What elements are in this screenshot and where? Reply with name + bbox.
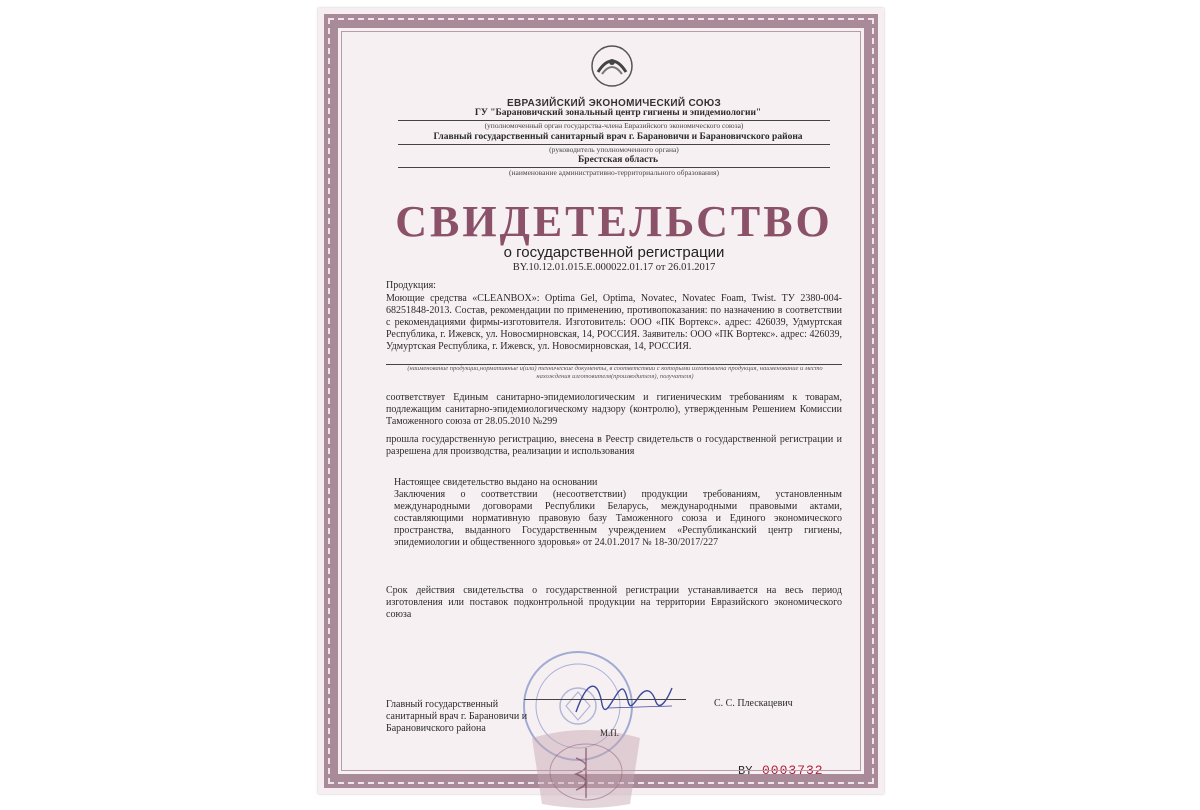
ornamental-frame [324,14,878,788]
serial-prefix: BY [738,764,753,778]
head-caption: (руководитель уполномоченного органа) [549,145,679,154]
registration-text: прошла государственную регистрацию, внесена в Реестр свидетельств о государственной регистрации и разрешена для производства, реализации и использования [386,434,842,457]
signature-line [524,699,686,700]
region-caption: (наименование административно-территориального образования) [508,168,719,177]
signatory-title [386,699,527,735]
validity-text: Срок действия свидетельства о государственной регистрации устанавливается на весь период изготовления или поставок подконтрольной продукции на территории Евразийского экономического союза [386,585,842,620]
eaeu-emblem-icon [588,42,636,90]
signatory-name: С. С. Плескацевич [714,698,793,709]
document-subtitle: о государственной регистрации [503,244,725,261]
signatory-line2: санитарный врач г. Барановичи и [386,711,528,722]
head-official: Главный государственный санитарный врач г. Барановичи и Барановичского района [433,132,803,142]
region: Брестская область [578,155,658,165]
hologram-seal-icon [526,718,646,810]
conformity-text: соответствует Единым санитарно-эпидемиологическим и гигиеническим требованиям к товарам, подлежащим санитарно-эпидемиологическому надзору (контролю), утвержденным Решением Комиссии Таможенного союза от 28.05.2010 №299 [386,392,842,427]
certificate-sheet [318,8,884,794]
registration-number: BY.10.12.01.015.Е.000022.01.17 от 26.01.2017 [512,262,716,273]
authorized-organ: ГУ "Барановичский зональный центр гигиены и эпидемиологии" [474,108,762,118]
signatory-line3: Барановичского района [386,723,486,734]
document-title: СВИДЕТЕЛЬСТВО [395,197,833,246]
stamp-place-label: М.П. [600,728,620,738]
organ-caption: (уполномоченный орган государства-члена Евразийского экономического союза) [484,121,744,130]
basis-text: Заключения о соответствии (несоответствии) продукции требованиям, установленным международными договорами Республики Беларусь, международными правовыми актами, составляющими нормативную правовую базу Таможенного союза и Единого экономического пространства, выданного Государственным учреждением «Республиканский центр гигиены, эпидемиологии и общественного здоровья» от 24.01.2017 № 18-30/2017/227 [394,489,842,548]
serial-number: 0003732 [762,763,824,778]
product-text: Моющие средства «CLEANBOX»: Optima Gel, Optima, Novatec, Novatec Foam, Twist. ТУ 2380-004-68251848-2013. Состав, рекомендации по применению, противопоказания: по назначению в соответствии с рекомендациями фирмы-изготовителя. Изготовитель: ООО «ПК Вортекс». адрес: 426039, Удмуртская Республика, г. Ижевск, ул. Новосмирновская, 14, РОССИЯ. Заявитель: ООО «ПК Вортекс». адрес: 426039, Удмуртская Республика, г. Ижевск, ул. Новосмирновская, 14, РОССИЯ. [386,293,842,352]
union-title: ЕВРАЗИЙСКИЙ ЭКОНОМИЧЕСКИЙ СОЮЗ [506,98,722,109]
product-caption: (наименование продукции,нормативные и(или) технические документы, в соответствии с которыми изготовлена продукция, наименование и место нахождения изготовителя(производителя), получателя) [407,365,823,380]
basis-label: Настоящее свидетельство выдано на основании [394,477,598,488]
signatory-line1: Главный государственный [386,699,499,710]
product-label: Продукция: [386,280,436,291]
